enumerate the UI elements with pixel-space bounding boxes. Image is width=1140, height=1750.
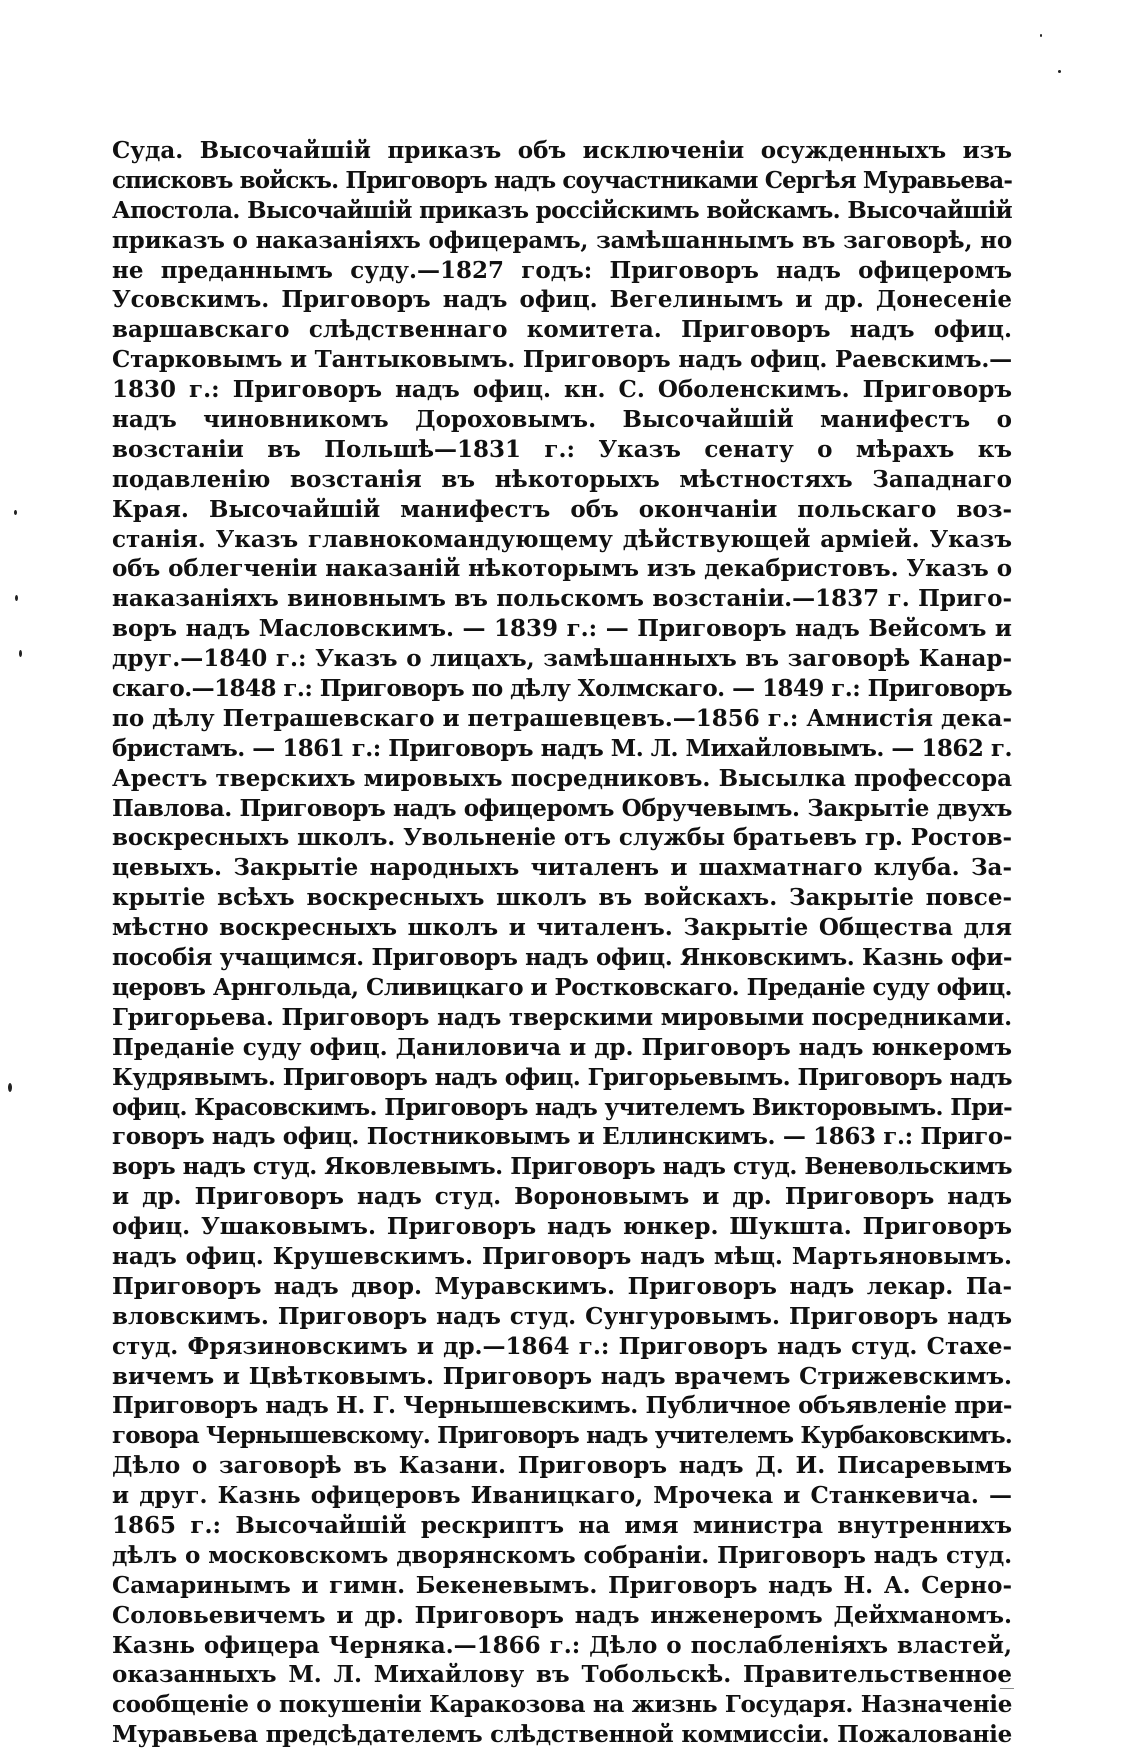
text-line: варшавскаго слѣдственнаго комитета. Приговоръ надъ офиц. xyxy=(112,316,1012,344)
text-line: Суда. Высочайшій приказъ объ исключеніи осужденныхъ изъ xyxy=(112,137,1012,164)
margin-speck xyxy=(14,510,17,515)
text-line: Апостола. Высочайшій приказъ россійскимъ войскамъ. Высочайшій xyxy=(112,196,1012,224)
text-line: Соловьевичемъ и др. Приговоръ надъ инженеромъ Дейхманомъ. xyxy=(112,1601,1012,1629)
text-line: по дѣлу Петрашевскаго и петрашевцевъ.—1856 г.: Амнистія дека- xyxy=(112,704,1012,732)
text-line: бристамъ. — 1861 г.: Приговоръ надъ М. Л. Михайловымъ. — 1862 г. xyxy=(112,734,1012,762)
text-line: и др. Приговоръ надъ студ. Вороновымъ и др. Приговоръ надъ xyxy=(112,1183,1012,1211)
text-line: оказанныхъ М. Л. Михайлову въ Тобольскѣ. Правительственное xyxy=(112,1661,1012,1689)
text-line: 1865 г.: Высочайшій рескриптъ на имя министра внутреннихъ xyxy=(112,1511,1012,1539)
text-line: мѣстно воскресныхъ школъ и читаленъ. Закрытіе Общества для xyxy=(112,914,1012,942)
text-line: и друг. Казнь офицеровъ Иваницкаго, Мрочека и Станкевича. — xyxy=(112,1482,1012,1510)
text-line: дѣлъ о московскомъ дворянскомъ собраніи. Приговоръ надъ студ. xyxy=(112,1541,1012,1569)
text-line: воръ надъ Масловскимъ. — 1839 г.: — Приговоръ надъ Вейсомъ и xyxy=(112,615,1012,643)
text-line: церовъ Арнгольда, Сливицкаго и Ростковскаго. Преданіе суду офиц. xyxy=(112,973,1012,1001)
margin-speck xyxy=(1058,70,1061,73)
text-line: надъ чиновникомъ Дороховымъ. Высочайшій манифестъ о xyxy=(112,406,1012,434)
margin-speck xyxy=(8,1083,12,1092)
text-line: говоръ надъ офиц. Постниковымъ и Еллинскимъ. — 1863 г.: Приго- xyxy=(112,1123,1012,1151)
margin-speck xyxy=(15,595,18,601)
text-line: 1830 г.: Приговоръ надъ офиц. кн. С. Оболенскимъ. Приговоръ xyxy=(112,376,1012,404)
text-line: офиц. Ушаковымъ. Приговоръ надъ юнкер. Шукшта. Приговоръ xyxy=(112,1213,1012,1241)
text-line: вичемъ и Цвѣтковымъ. Приговоръ надъ врачемъ Стрижевскимъ. xyxy=(112,1362,1012,1390)
text-line: Старковымъ и Тантыковымъ. Приговоръ надъ офиц. Раевскимъ.— xyxy=(112,346,1012,374)
body-text xyxy=(112,136,1012,1750)
text-line: объ облегченіи наказаній нѣкоторымъ изъ декабристовъ. Указъ о xyxy=(112,555,1012,583)
text-line: офиц. Красовскимъ. Приговоръ надъ учителемъ Викторовымъ. При- xyxy=(112,1093,1012,1121)
text-line: Муравьева предсѣдателемъ слѣдственной коммиссіи. Пожалованіе xyxy=(112,1721,1012,1749)
text-line: возстаніи въ Польшѣ—1831 г.: Указъ сенату о мѣрахъ къ xyxy=(112,435,1012,463)
text-line: пособія учащимся. Приговоръ надъ офиц. Янковскимъ. Казнь офи- xyxy=(112,944,1012,972)
text-line: скаго.—1848 г.: Приговоръ по дѣлу Холмскаго. — 1849 г.: Приговоръ xyxy=(112,675,1012,703)
text-line: вловскимъ. Приговоръ надъ студ. Сунгуровымъ. Приговоръ надъ xyxy=(112,1302,1012,1330)
text-line: Усовскимъ. Приговоръ надъ офиц. Вегелинымъ и др. Донесеніе xyxy=(112,286,1012,314)
margin-speck xyxy=(1000,1688,1014,1689)
text-line: Приговоръ надъ Н. Г. Чернышевскимъ. Публичное объявленіе при- xyxy=(112,1392,1012,1420)
text-line: Григорьева. Приговоръ надъ тверскими мировыми посредниками. xyxy=(112,1003,1012,1031)
text-line: студ. Фрязиновскимъ и др.—1864 г.: Приговоръ надъ студ. Стахе- xyxy=(112,1332,1012,1360)
text-line: списковъ войскъ. Приговоръ надъ соучастниками Сергѣя Муравьева- xyxy=(112,166,1012,194)
text-line: Края. Высочайшій манифестъ объ окончаніи польскаго воз- xyxy=(112,495,1012,523)
text-line: воръ надъ студ. Яковлевымъ. Приговоръ надъ студ. Веневольскимъ xyxy=(112,1153,1012,1181)
text-line: крытіе всѣхъ воскресныхъ школъ въ войскахъ. Закрытіе повсе- xyxy=(112,884,1012,912)
text-line: не преданнымъ суду.—1827 годъ: Приговоръ надъ офицеромъ xyxy=(112,256,1012,284)
text-line: Казнь офицера Черняка.—1866 г.: Дѣло о послабленіяхъ властей, xyxy=(112,1631,1012,1659)
text-line: Самаринымъ и гимн. Бекеневымъ. Приговоръ надъ Н. А. Серно- xyxy=(112,1571,1012,1599)
text-line: друг.—1840 г.: Указъ о лицахъ, замѣшанныхъ въ заговорѣ Канар- xyxy=(112,645,1012,673)
text-line: Преданіе суду офиц. Даниловича и др. Приговоръ надъ юнкеромъ xyxy=(112,1033,1012,1061)
text-line: приказъ о наказаніяхъ офицерамъ, замѣшаннымъ въ заговорѣ, но xyxy=(112,226,1012,254)
text-line: цевыхъ. Закрытіе народныхъ читаленъ и шахматнаго клуба. За- xyxy=(112,854,1012,882)
text-line: сообщеніе о покушеніи Каракозова на жизнь Государя. Назначеніе xyxy=(112,1691,1012,1719)
text-line: воскресныхъ школъ. Увольненіе отъ службы братьевъ гр. Ростов- xyxy=(112,824,1012,852)
text-line: станія. Указъ главнокомандующему дѣйствующей арміей. Указъ xyxy=(112,525,1012,553)
text-line: Павлова. Приговоръ надъ офицеромъ Обручевымъ. Закрытіе двухъ xyxy=(112,794,1012,822)
text-line: наказаніяхъ виновнымъ въ польскомъ возстаніи.—1837 г. Приго- xyxy=(112,585,1012,613)
text-line: Арестъ тверскихъ мировыхъ посредниковъ. Высылка профессора xyxy=(112,764,1012,792)
margin-speck xyxy=(1040,34,1042,37)
text-line: Приговоръ надъ двор. Муравскимъ. Приговоръ надъ лекар. Па- xyxy=(112,1272,1012,1300)
text-line: Кудрявымъ. Приговоръ надъ офиц. Григорьевымъ. Приговоръ надъ xyxy=(112,1063,1012,1091)
margin-speck xyxy=(19,650,22,657)
text-line: подавленію возстанія въ нѣкоторыхъ мѣстностяхъ Западнаго xyxy=(112,465,1012,493)
text-line: надъ офиц. Крушевскимъ. Приговоръ надъ мѣщ. Мартьяновымъ. xyxy=(112,1242,1012,1270)
text-line: Дѣло о заговорѣ въ Казани. Приговоръ надъ Д. И. Писаревымъ xyxy=(112,1452,1012,1480)
text-line: говора Чернышевскому. Приговоръ надъ учителемъ Курбаковскимъ. xyxy=(112,1422,1012,1450)
